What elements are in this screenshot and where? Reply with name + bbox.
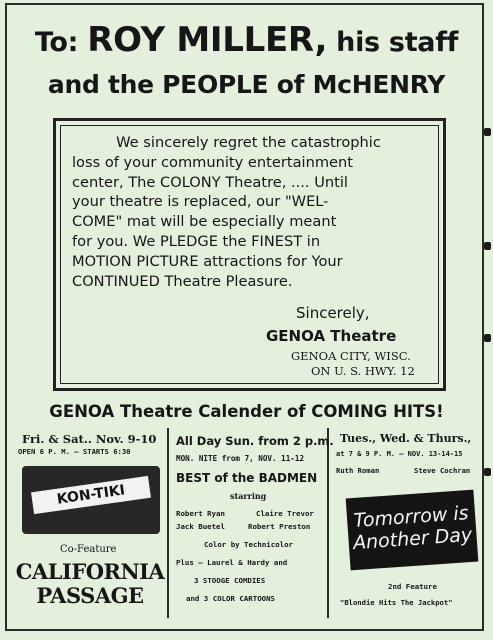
letter-line: MOTION PICTURE attractions for Your bbox=[72, 252, 343, 270]
col3-second-feature-label: 2nd Feature bbox=[388, 582, 437, 591]
letter-line: center, The COLONY Theatre, .... Until bbox=[72, 173, 348, 191]
col2-cast-1a: Robert Ryan bbox=[176, 509, 225, 518]
column-divider bbox=[167, 428, 169, 618]
headline-to: To: bbox=[34, 27, 79, 58]
col2-title: BEST of the BADMEN bbox=[176, 471, 318, 485]
calendar-column-fri-sat bbox=[14, 428, 166, 618]
tomorrow-line-2: Another Day bbox=[352, 523, 473, 555]
headline-name: ROY MILLER, bbox=[87, 20, 328, 60]
letter-line: We sincerely regret the catastrophic bbox=[116, 134, 381, 151]
calendar-grid bbox=[14, 428, 480, 618]
headline-staff: his staff bbox=[336, 27, 459, 58]
letter-line: loss of your community entertainment bbox=[72, 153, 353, 171]
letter-line: for you. We PLEDGE the FINEST in bbox=[72, 232, 321, 250]
col2-starring: starring bbox=[230, 491, 267, 501]
col3-cast-right: Steve Cochran bbox=[414, 466, 471, 475]
california-line: CALIFORNIA bbox=[15, 559, 165, 584]
column-divider bbox=[327, 428, 329, 618]
kon-tiki-poster bbox=[22, 466, 160, 534]
col2-cartoons: and 3 COLOR CARTOONS bbox=[186, 594, 275, 603]
headline-line-2: and the PEOPLE of McHENRY bbox=[47, 70, 446, 99]
california-passage-title bbox=[14, 560, 166, 608]
col3-cast-left: Ruth Roman bbox=[336, 466, 380, 475]
col2-cast-2a: Jack Buetel bbox=[176, 522, 225, 531]
col3-times: at 7 & 9 P. M. — NOV. 13-14-15 bbox=[336, 450, 463, 458]
letter-line: CONTINUED Theatre Pleasure. bbox=[72, 272, 293, 290]
edge-mark bbox=[484, 128, 491, 136]
edge-mark bbox=[484, 468, 491, 476]
calendar-column-sun-mon bbox=[172, 428, 334, 618]
col1-co-feature: Co-Feature bbox=[60, 544, 117, 555]
letter-line: COME" mat will be especially meant bbox=[72, 213, 337, 231]
tomorrow-is-another-day-title bbox=[346, 490, 479, 571]
letter-closing: Sincerely, bbox=[296, 304, 370, 322]
passage-line: PASSAGE bbox=[36, 583, 144, 608]
col2-mon: MON. NITE from 7, NOV. 11-12 bbox=[176, 454, 305, 463]
letter-line: your theatre is replaced, our "WEL- bbox=[72, 193, 329, 211]
col2-days: All Day Sun. from 2 p.m. bbox=[176, 434, 334, 448]
col2-cast-2b: Robert Preston bbox=[248, 522, 311, 531]
col3-days: Tues., Wed. & Thurs., bbox=[340, 432, 472, 445]
letter-box bbox=[53, 118, 446, 391]
headline-line-1 bbox=[0, 20, 493, 60]
col3-second-feature: "Blondie Hits The Jackpot" bbox=[340, 598, 453, 607]
col2-cast-1b: Claire Trevor bbox=[256, 509, 314, 518]
col1-days: Fri. & Sat.. Nov. 9-10 bbox=[22, 432, 157, 446]
col2-stooge: 3 STOOGE COMDIES bbox=[194, 576, 266, 585]
edge-mark bbox=[484, 242, 491, 250]
letter-city: GENOA CITY, WISC. bbox=[291, 349, 411, 363]
calendar-column-tue-thu bbox=[332, 428, 482, 618]
edge-mark bbox=[484, 334, 491, 342]
letter-highway: ON U. S. HWY. 12 bbox=[311, 364, 415, 378]
col1-times: OPEN 6 P. M. — STARTS 6:30 bbox=[18, 447, 131, 456]
col2-plus: Plus — Laurel & Hardy and bbox=[176, 558, 288, 567]
calendar-title: GENOA Theatre Calender of COMING HITS! bbox=[49, 402, 444, 421]
kon-tiki-title: KON-TIKI bbox=[31, 476, 151, 514]
letter-signature: GENOA Theatre bbox=[266, 327, 397, 345]
letter-body bbox=[72, 133, 425, 291]
tomorrow-line-1: Tomorrow is bbox=[352, 502, 470, 533]
col2-color: Color by Technicolor bbox=[204, 540, 293, 549]
